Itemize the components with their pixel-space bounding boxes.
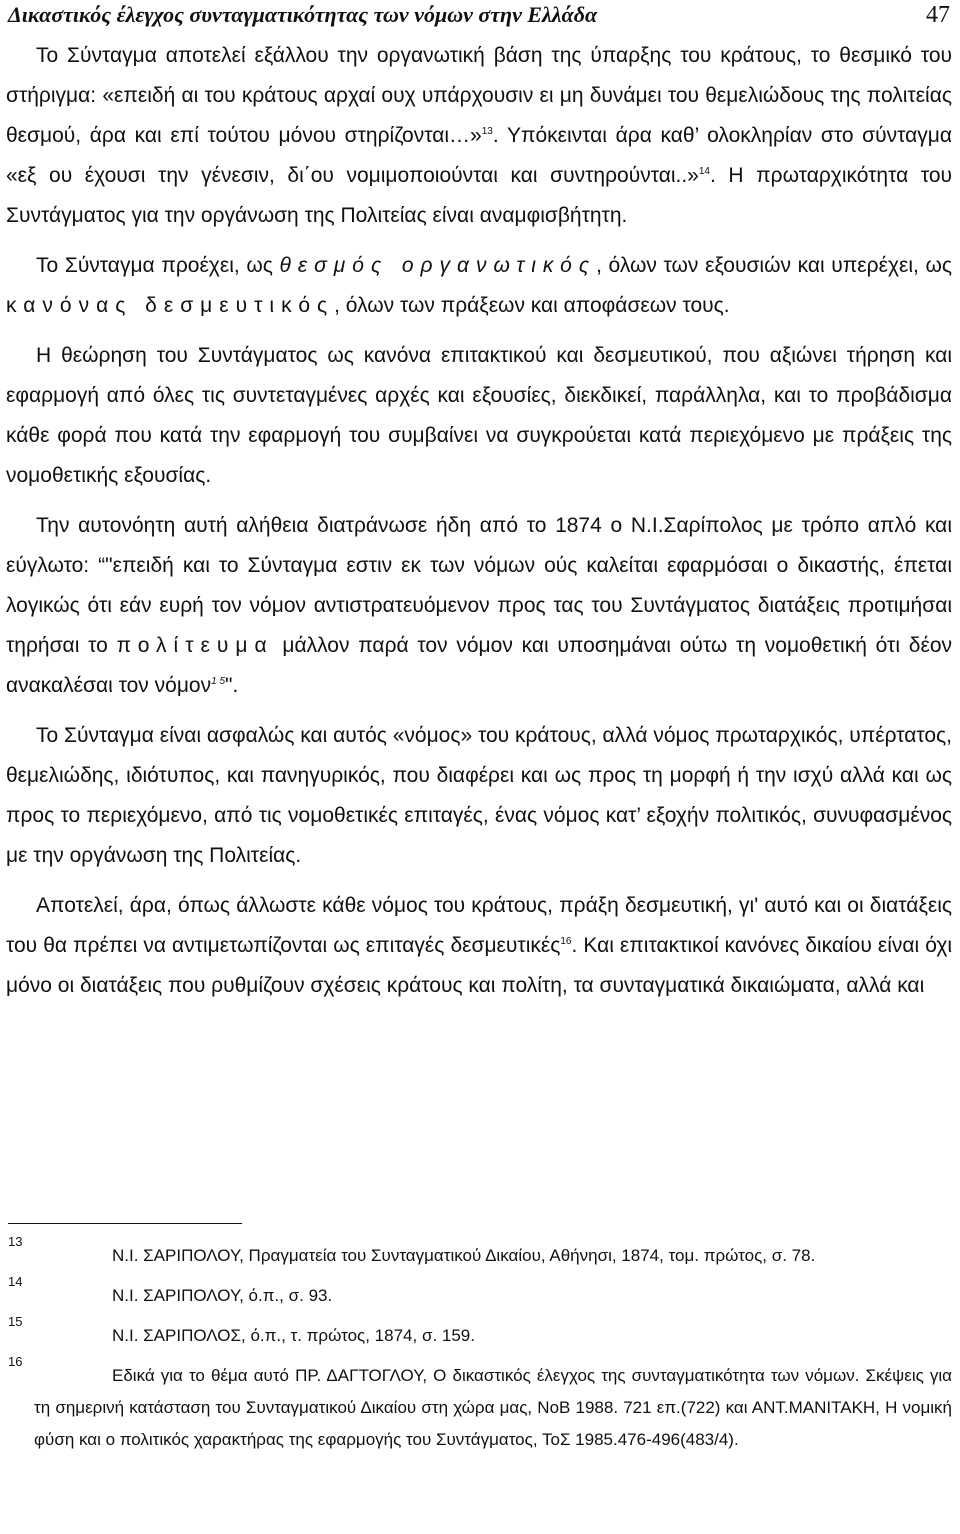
footnote-ref-13[interactable]: 13 (481, 126, 493, 137)
footnote-ref-14[interactable]: 14 (698, 166, 710, 177)
footnote-number: 13 (8, 1234, 23, 1249)
footnote-ref-15[interactable]: 1 5 (211, 676, 226, 687)
footnotes (8, 1234, 952, 1464)
footnote-13 (8, 1234, 952, 1272)
footnote-ref-16[interactable]: 16 (560, 936, 572, 947)
body-text (6, 36, 952, 1016)
footnote-number: 16 (8, 1354, 23, 1369)
footnote-14 (8, 1274, 952, 1312)
paragraph-3: Η θεώρηση του Συντάγματος ως κανόνα επιτακτικού και δεσμευτικού, που αξιώνει τήρηση και εφαρμογή από όλες τις συντεταγμένες αρχές και εξουσίες, διεκδικεί, παράλληλα, και το προβάδισμα κάθε φορά που κατά την εφαρμογή του συμβαίνει να συγκρούεται κατά περιεχόμενο με πράξεις της νομοθετικής εξουσίας. (6, 344, 952, 487)
footnote-text: Εδικά για το θέμα αυτό ΠΡ. ΔΑΓΤΟΓΛΟΥ, Ο δικαστικός έλεγχος της συνταγματικότητα των νόμων. Σκέψεις για τη σημερινή κατάσταση του Συνταγματικού Δικαίου στη χώρα μας, ΝοΒ 1988. 721 επ.(722) και ΑΝΤ.ΜΑΝΙΤΑΚΗ, Η νομική φύση και ο πολιτικός χαρακτήρας της εφαρμογής του Συντάγματος, ΤοΣ 1985.476-496(483/4). (34, 1366, 952, 1449)
footnote-text: Ν.Ι. ΣΑΡΙΠΟΛΟΣ, ό.π., τ. πρώτος, 1874, σ. 159. (112, 1326, 475, 1345)
footnote-number: 14 (8, 1274, 23, 1289)
paragraph-6: Αποτελεί, άρα, όπως άλλωστε κάθε νόμος του κράτους, πράξη δεσμευτική, γι' αυτό και οι διατάξεις του θα πρέπει να αντιμετωπίζονται ως επιταγές δεσμευτικές$^{16}$. Και επιτακτικοί κανόνες δικαίου είναι όχι μόνο οι διατάξεις που ρυθμίζουν σχέσεις κράτους και πολίτη, τα συνταγματικά δικαιώματα, αλλά και (6, 894, 953, 997)
paragraph-5: Το Σύνταγμα είναι ασφαλώς και αυτός «νόμος» του κράτους, αλλά νόμος πρωταρχικός, υπέρτατος, θεμελιώδης, ιδιότυπος, και πανηγυρικός, που διαφέρει και ως προς τη μορφή ή την ισχύ αλλά και ως προς το περιεχόμενο, από τις νομοθετικές επιταγές, ένας νόμος κατ’ εξοχήν πολιτικός, συνυφασμένος με την οργάνωση της Πολιτείας. (6, 724, 953, 867)
footnote-number: 15 (8, 1314, 23, 1329)
footnote-text: Ν.Ι. ΣΑΡΙΠΟΛΟΥ, Πραγματεία του Συνταγματικού Δικαίου, Αθήνησι, 1874, τομ. πρώτος, σ. 78. (112, 1246, 816, 1265)
footnote-text: Ν.Ι. ΣΑΡΙΠΟΛΟΥ, ό.π., σ. 93. (112, 1286, 333, 1305)
footnote-16 (8, 1354, 952, 1456)
running-title: Δικαστικός έλεγχος συνταγματικότητας των νόμων στην Ελλάδα (8, 2, 598, 27)
emphasis-text: κανόνας δεσμευτικός (6, 294, 335, 317)
emphasis-text: θεσμός οργανωτικός (279, 254, 597, 277)
footnote-separator (8, 1223, 242, 1224)
footnote-15 (8, 1314, 952, 1352)
paragraph-2: Το Σύνταγμα προέχει, ως θεσμός οργανωτικός, όλων των εξουσιών και υπερέχει, ως κανόνας δεσμευτικός, όλων των πράξεων και αποφάσεων τους. (6, 254, 952, 317)
page-number: 47 (926, 2, 950, 28)
emphasis-text: πολίτευμα (116, 634, 274, 657)
paragraph-1: Το Σύνταγμα αποτελεί εξάλλου την οργανωτική βάση της ύπαρξης του κράτους, το θεσμικό του στήριγμα: «επειδή αι του κράτους αρχαί ουχ υπάρχουσιν ει μη δυνάμει του θεμελιώδους της πολιτείας θεσμού, άρα και επί τούτου μόνου στηρίζονται…»$^{13}$. Υπόκεινται άρα καθ’ ολοκληρίαν στο σύνταγμα «εξ ου έχουσι την γένεσιν, δι΄ου νομιμοποιούνται και συντηρούνται..»$^{14}$. Η πρωταρχικότητα του Συντάγματος για την οργάνωση της Πολιτείας είναι αναμφισβήτητη. (6, 44, 952, 227)
paragraph-4: Την αυτονόητη αυτή αλήθεια διατράνωσε ήδη από το 1874 ο Ν.Ι.Σαρίπολος με τρόπο απλό και εύγλωτο: “"επειδή και το Σύνταγμα εστιν εκ των νόμων ούς καλείται εφαρμόσαι ο δικαστής, έπεται λογικώς ότι εάν ευρή τον νόμον αντιστρατευόμενον προς τας του Συντάγματος διατάξεις προτιμήσαι τηρήσαι το πολίτευμα μάλλον παρά τον νόμον και υποσημάναι ούτω τη νομοθετική ότι δέον ανακαλέσαι τον νόμον$^{1 5}$". (6, 514, 952, 697)
running-header (8, 0, 950, 30)
